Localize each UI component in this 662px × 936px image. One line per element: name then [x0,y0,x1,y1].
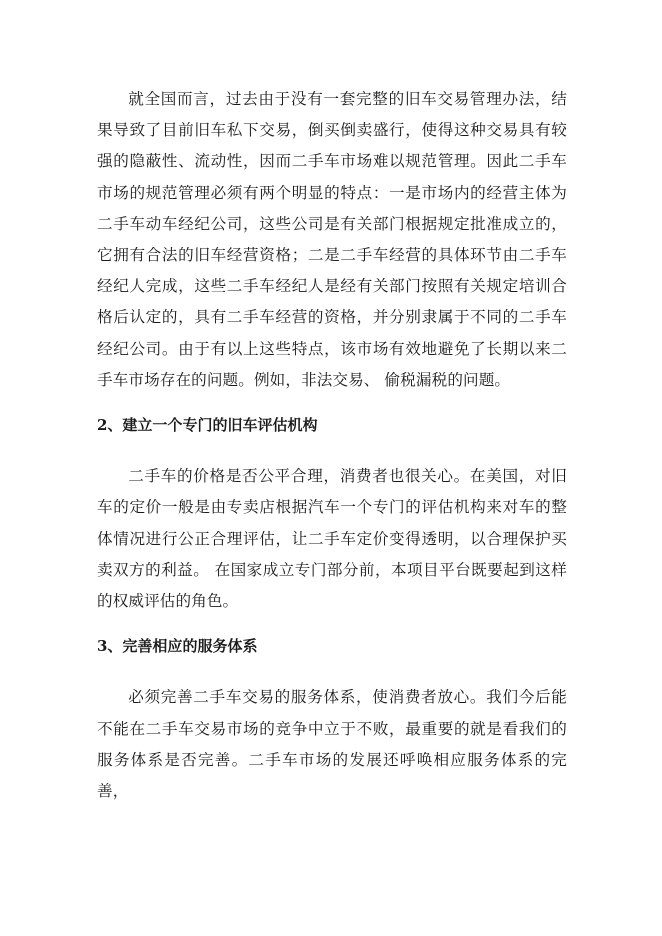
section-heading-3: 3、完善相应的服务体系 [97,637,258,656]
section-heading-2: 2、建立一个专门的旧车评估机构 [97,416,318,435]
document-page [97,84,567,807]
spacer [97,662,567,682]
spacer [97,396,567,410]
spacer [97,441,567,461]
paragraph-market-regulation: 就全国而言，过去由于没有一套完整的旧车交易管理办法，结果导致了目前旧车私下交易，倒买倒卖盛行，使得这种交易具有较强的隐蔽性、流动性，因而二手车市场难以规范管理。因此二手车市场的规范管理必须有两个明显的特点：一是市场内的经营主体为二手车动车经纪公司，这些公司是有关部门根据规定批准成立的，它拥有合法的旧车经营资格；二是二手车经营的具体环节由二手车经纪人完成，这些二手车经纪人是经有关部门按照有关规定培训合格后认定的，具有二手车经营的资格，并分别隶属于不同的二手车经纪公司。由于有以上这些特点，该市场有效地避免了长期以来二手车市场存在的问题。例如，非法交易、 偷税漏税的问题。 [97,90,567,389]
paragraph-service-system: 必须完善二手车交易的服务体系，使消费者放心。我们今后能不能在二手车交易市场的竞争中立于不败，最重要的就是看我们的服务体系是否完善。二手车市场的发展还呼唤相应服务体系的完善， [97,688,567,801]
spacer [97,617,567,631]
paragraph-evaluation-agency: 二手车的价格是否公平合理，消费者也很关心。在美国，对旧车的定价一般是由专卖店根据汽车一个专门的评估机构来对车的整体情况进行公正合理评估，让二手车定价变得透明，以合理保护买卖双方的利益。 在国家成立专门部分前，本项目平台既要起到这样的权威评估的角色。 [97,467,567,611]
